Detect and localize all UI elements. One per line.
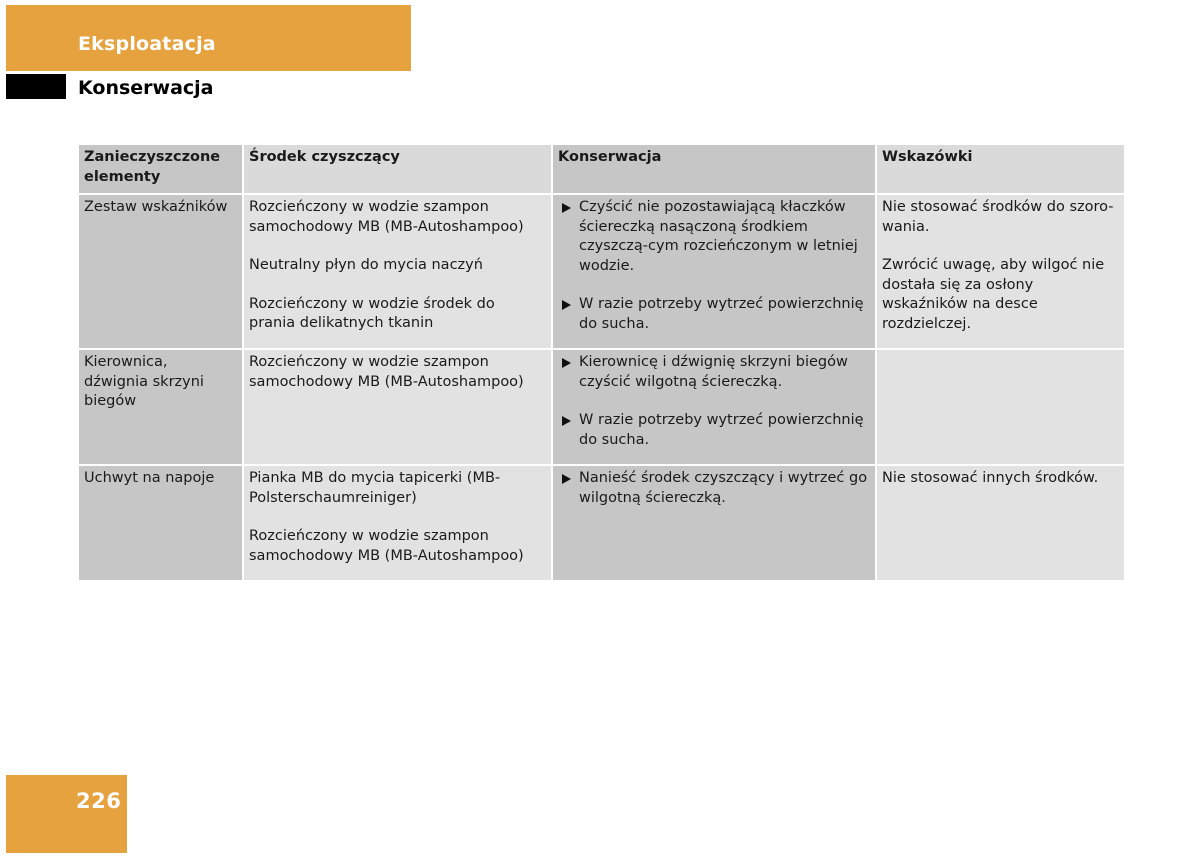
triangle-bullet-icon	[562, 300, 571, 310]
agent-text: Rozcieńczony w wodzie szampon samochodowy MB (MB-Autoshampoo)	[249, 528, 524, 564]
subsection-title: Konserwacja	[78, 77, 214, 99]
element-label: Zestaw wskaźników	[84, 199, 228, 215]
triangle-bullet-icon	[562, 416, 571, 426]
step-item	[558, 469, 869, 508]
note-text: Nie stosować środków do szoro-wania.	[882, 199, 1114, 235]
column-header-maintenance: Konserwacja	[552, 144, 876, 194]
maintenance-cell	[552, 465, 876, 581]
step-text: Czyścić nie pozostawiającą kłaczków ściereczką nasączoną środkiem czyszczą-cym rozcieńczonym w letniej wodzie.	[579, 199, 858, 274]
note-text: Nie stosować innych środków.	[882, 470, 1099, 486]
maintenance-cell	[552, 194, 876, 349]
element-label: Kierownica, dźwignia skrzyni biegów	[84, 354, 204, 409]
table-row	[78, 465, 1125, 581]
step-item	[558, 411, 869, 450]
table-row	[78, 194, 1125, 349]
notes-cell	[876, 194, 1125, 349]
table-row	[78, 349, 1125, 465]
element-cell	[78, 349, 243, 465]
agent-text: Rozcieńczony w wodzie środek do prania delikatnych tkanin	[249, 295, 495, 331]
column-header-elements: Zanieczyszczone elementy	[78, 144, 243, 194]
agent-cell	[243, 349, 552, 465]
agent-text: Rozcieńczony w wodzie szampon samochodowy MB (MB-Autoshampoo)	[249, 354, 524, 390]
step-text: Nanieść środek czyszczący i wytrzeć go wilgotną ściereczką.	[579, 470, 868, 506]
step-item	[558, 353, 869, 392]
page-number: 226	[76, 789, 122, 813]
note-text: Zwrócić uwagę, aby wilgoć nie dostała się za osłony wskaźników na desce rozdzielczej.	[882, 257, 1105, 332]
maintenance-cell	[552, 349, 876, 465]
triangle-bullet-icon	[562, 474, 571, 484]
step-text: Kierownicę i dźwignię skrzyni biegów czyścić wilgotną ściereczką.	[579, 354, 848, 390]
step-item	[558, 295, 869, 334]
page-number-tab	[6, 775, 127, 853]
column-header-cleaning-agent: Środek czyszczący	[243, 144, 552, 194]
column-header-notes: Wskazówki	[876, 144, 1125, 194]
subsection-marker	[6, 74, 66, 99]
table-header-row	[78, 144, 1125, 194]
care-table	[77, 143, 1126, 582]
element-label: Uchwyt na napoje	[84, 470, 215, 486]
agent-cell	[243, 194, 552, 349]
agent-cell	[243, 465, 552, 581]
step-item	[558, 198, 869, 276]
agent-text: Pianka MB do mycia tapicerki (MB-Polsterschaumreiniger)	[249, 470, 501, 506]
agent-text: Neutralny płyn do mycia naczyń	[249, 257, 483, 273]
agent-text: Rozcieńczony w wodzie szampon samochodowy MB (MB-Autoshampoo)	[249, 199, 524, 235]
notes-cell	[876, 465, 1125, 581]
triangle-bullet-icon	[562, 358, 571, 368]
triangle-bullet-icon	[562, 203, 571, 213]
step-text: W razie potrzeby wytrzeć powierzchnię do sucha.	[579, 296, 864, 332]
section-title: Eksploatacja	[78, 33, 216, 55]
element-cell	[78, 194, 243, 349]
element-cell	[78, 465, 243, 581]
notes-cell	[876, 349, 1125, 465]
step-text: W razie potrzeby wytrzeć powierzchnię do sucha.	[579, 412, 864, 448]
